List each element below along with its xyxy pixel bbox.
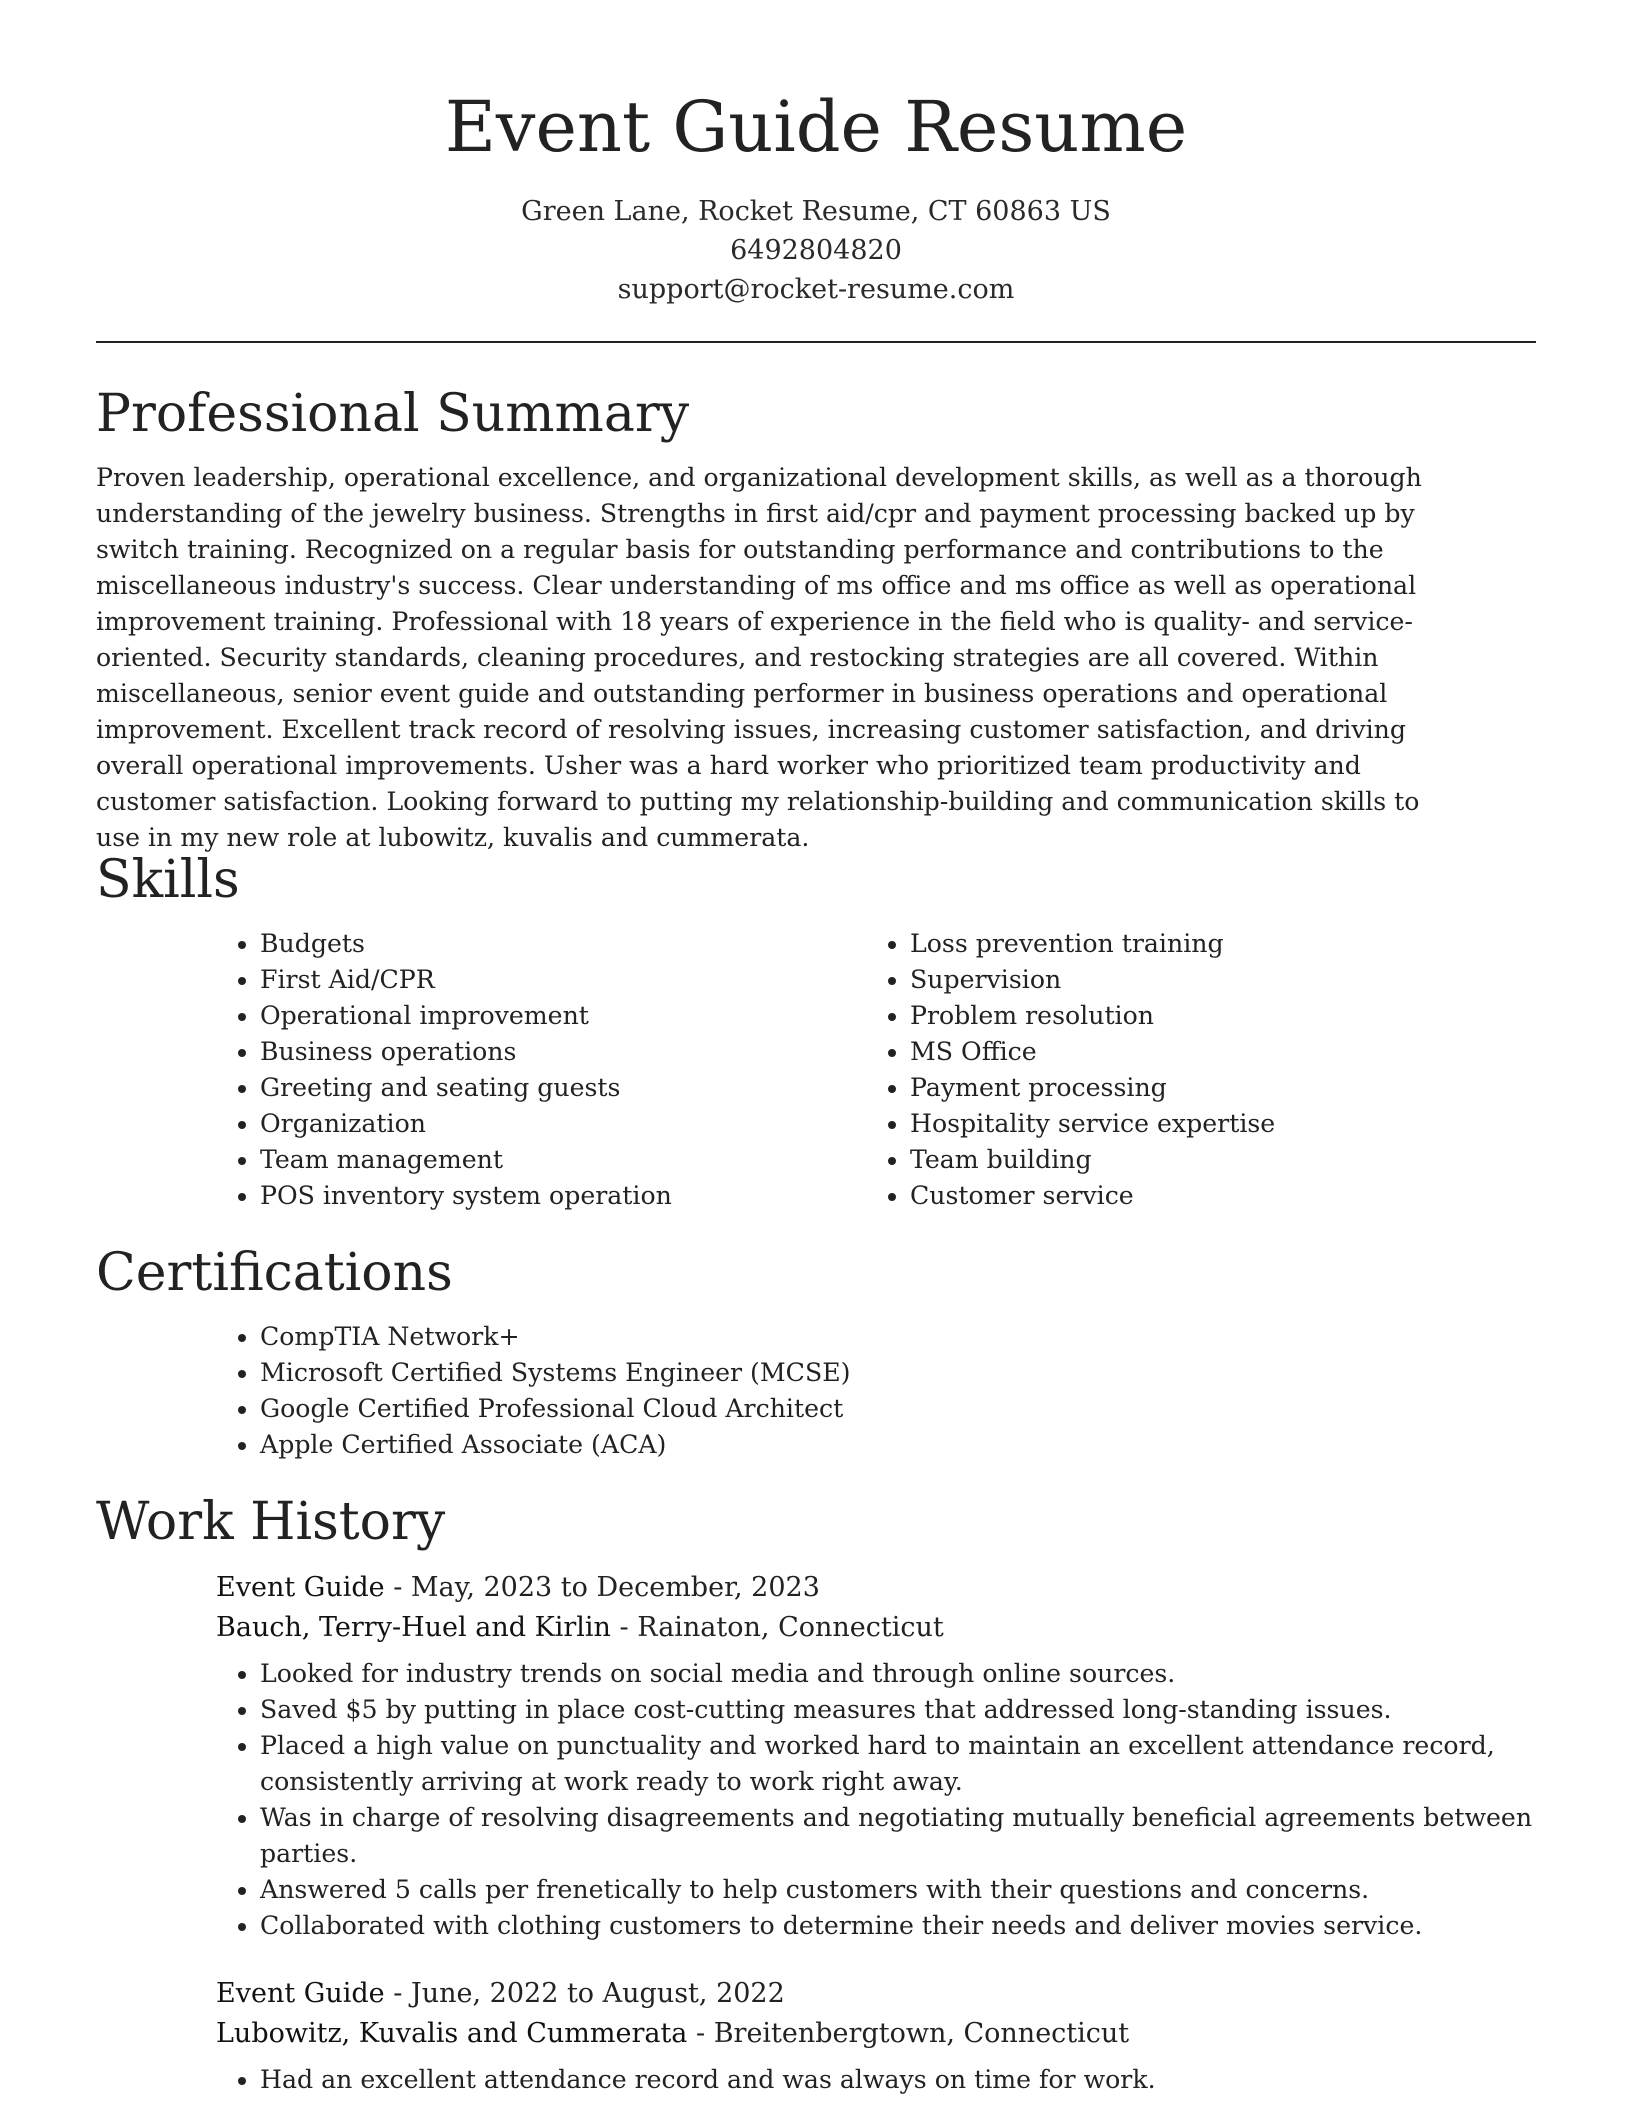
- job-role: Event Guide: [216, 1572, 385, 1603]
- skill-item: • Budgets: [260, 926, 866, 962]
- skill-item: • Business operations: [260, 1034, 866, 1070]
- skills-section: [96, 848, 1536, 1214]
- job-role: Event Guide: [216, 1978, 385, 2009]
- skill-item: • Hospitality service expertise: [910, 1106, 1275, 1142]
- job-location: - Rainaton, Connecticut: [610, 1612, 944, 1643]
- certifications-heading: Certifications: [96, 1243, 453, 1303]
- skill-item: • Customer service: [910, 1178, 1275, 1214]
- skill-item: • Problem resolution: [910, 998, 1275, 1034]
- skills-list-left: [216, 926, 866, 1214]
- skills-list-right: [866, 926, 1275, 1214]
- job-bullet: • Placed a high value on punctuality and worked hard to maintain an excellent attendance record, consistently arriving at work ready to work right away.: [260, 1728, 1536, 1800]
- skills-columns: [216, 926, 1536, 1214]
- skill-item: • Supervision: [910, 962, 1275, 998]
- job-dates: - May, 2023 to December, 2023: [384, 1572, 820, 1603]
- job-company: Bauch, Terry-Huel and Kirlin: [216, 1612, 611, 1643]
- job-entry: [216, 1974, 1536, 2098]
- job-bullet: • Looked for industry trends on social media and through online sources.: [260, 1656, 1536, 1692]
- job-location: - Breitenbergtown, Connecticut: [687, 2018, 1130, 2049]
- job-entry: [216, 1568, 1536, 1944]
- contact-address: Green Lane, Rocket Resume, CT 60863 US: [521, 196, 1111, 227]
- job-company: Lubowitz, Kuvalis and Cummerata: [216, 2018, 688, 2049]
- resume-title: Event Guide Resume: [444, 86, 1188, 168]
- job-title-line: [216, 1974, 1536, 2014]
- summary-text: Proven leadership, operational excellence, and organizational development skills, as well as a thorough understanding of the jewelry business. Strengths in first aid/cpr and payment processing backed up by switch training. Recognized on a regular basis for outstanding performance and contributions to the miscellaneous industry's success. Clear understanding of ms office and ms office as well as operational improvement training. Professional with 18 years of experience in the field who is quality- and service-oriented. Security standards, cleaning procedures, and restocking strategies are all covered. Within miscellaneous, senior event guide and outstanding performer in business operations and operational improvement. Excellent track record of resolving issues, increasing customer satisfaction, and driving overall operational improvements. Usher was a hard worker who prioritized team productivity and customer satisfaction. Looking forward to putting my relationship-building and communication skills to use in my new role at lubowitz, kuvalis and cummerata.: [96, 463, 1422, 852]
- contact-email: support@rocket-resume.com: [617, 274, 1015, 305]
- job-bullet: • Collaborated with clothing customers to determine their needs and deliver movies service.: [260, 1908, 1536, 1944]
- job-bullet: • Was in charge of resolving disagreements and negotiating mutually beneficial agreements between parties.: [260, 1800, 1536, 1872]
- skill-item: • Team building: [910, 1142, 1275, 1178]
- skill-item: • First Aid/CPR: [260, 962, 866, 998]
- contact-phone: 6492804820: [730, 235, 902, 266]
- resume-header: [0, 0, 1632, 309]
- work-history-heading: Work History: [96, 1492, 446, 1552]
- certification-item: • Microsoft Certified Systems Engineer (MCSE): [260, 1355, 1536, 1391]
- contact-block: [0, 192, 1632, 309]
- job-company-line: [216, 1608, 1536, 1648]
- skill-item: • Operational improvement: [260, 998, 866, 1034]
- summary-section: [96, 382, 1536, 856]
- job-bullets: [216, 2062, 1536, 2098]
- header-divider: [96, 341, 1536, 343]
- job-bullet: • Had an excellent attendance record and was always on time for work.: [260, 2062, 1536, 2098]
- job-bullets: [216, 1656, 1536, 1944]
- skills-heading: Skills: [96, 850, 240, 910]
- job-company-line: [216, 2014, 1536, 2054]
- skill-item: • POS inventory system operation: [260, 1178, 866, 1214]
- certification-item: • Google Certified Professional Cloud Architect: [260, 1391, 1536, 1427]
- work-history-section: [96, 1490, 1536, 2098]
- skill-item: • Organization: [260, 1106, 866, 1142]
- certification-item: • Apple Certified Associate (ACA): [260, 1427, 1536, 1463]
- skill-item: • Loss prevention training: [910, 926, 1275, 962]
- certifications-section: [96, 1241, 1536, 1463]
- skill-item: • Payment processing: [910, 1070, 1275, 1106]
- skill-item: • Team management: [260, 1142, 866, 1178]
- job-bullet: • Answered 5 calls per frenetically to help customers with their questions and concerns.: [260, 1872, 1536, 1908]
- summary-heading: Professional Summary: [96, 384, 690, 444]
- job-dates: - June, 2022 to August, 2022: [384, 1978, 785, 2009]
- certification-item: • CompTIA Network+: [260, 1319, 1536, 1355]
- skill-item: • MS Office: [910, 1034, 1275, 1070]
- skill-item: • Greeting and seating guests: [260, 1070, 866, 1106]
- job-bullet: • Saved $5 by putting in place cost-cutting measures that addressed long-standing issues.: [260, 1692, 1536, 1728]
- job-title-line: [216, 1568, 1536, 1608]
- certifications-list: [216, 1319, 1536, 1463]
